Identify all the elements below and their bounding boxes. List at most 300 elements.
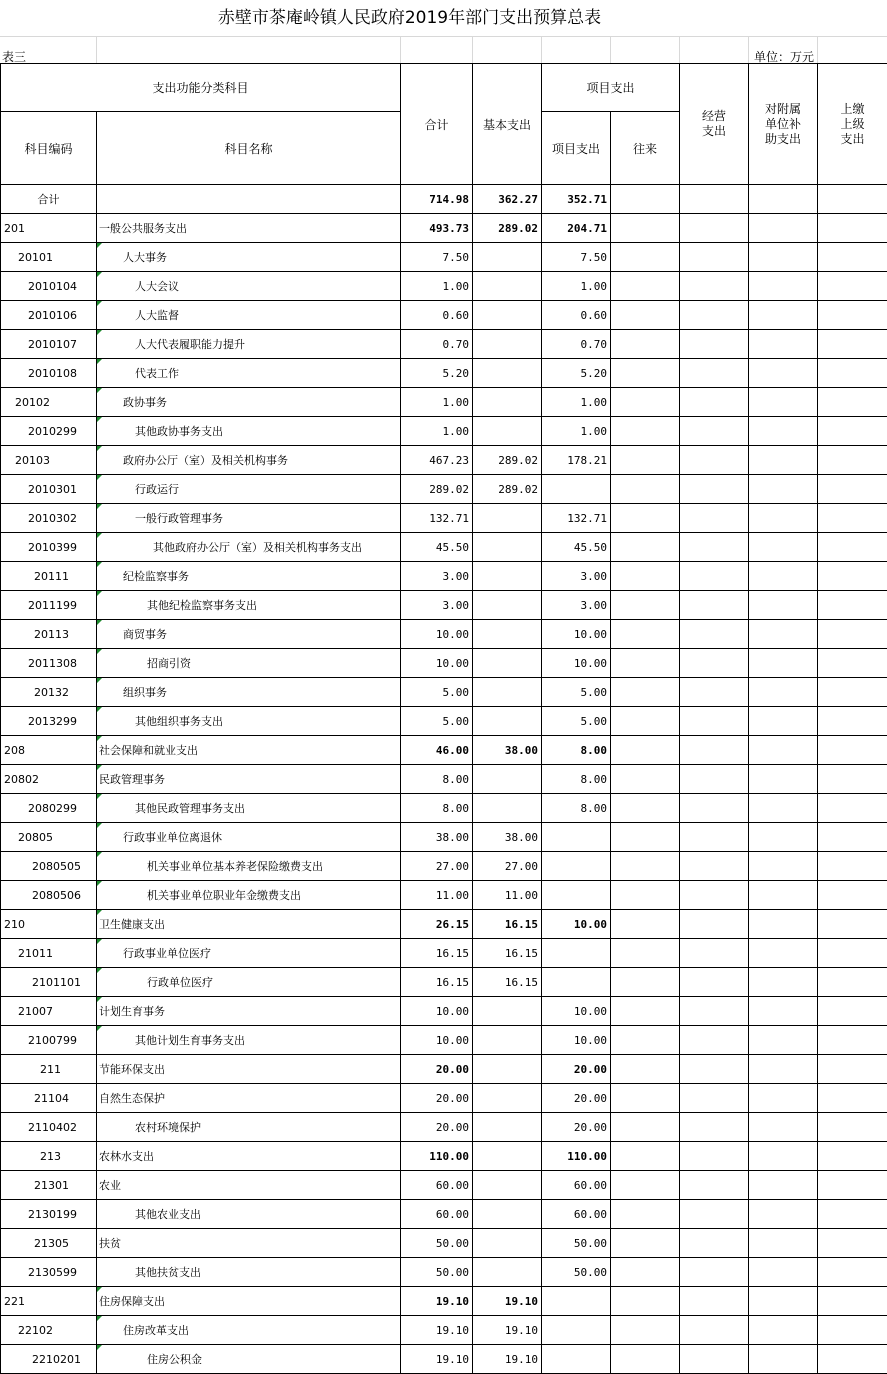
row-subsidiary	[749, 852, 818, 881]
row-upper	[818, 272, 887, 301]
row-transfer	[611, 359, 680, 388]
row-project: 45.50	[542, 533, 611, 562]
row-name: 人大事务	[97, 243, 401, 272]
row-upper	[818, 1113, 887, 1142]
row-code: 2010106	[1, 301, 97, 330]
row-transfer	[611, 243, 680, 272]
table-row	[1, 1084, 887, 1113]
row-upper	[818, 1287, 887, 1316]
row-total: 493.73	[401, 214, 473, 243]
table-label: 表三	[2, 48, 26, 65]
table-row	[1, 1055, 887, 1084]
row-subsidiary	[749, 1258, 818, 1287]
row-basic	[473, 1229, 542, 1258]
row-subsidiary	[749, 1084, 818, 1113]
table-row	[1, 504, 887, 533]
table-row	[1, 852, 887, 881]
row-upper	[818, 1316, 887, 1345]
row-code: 2080506	[1, 881, 97, 910]
row-name	[97, 185, 401, 214]
row-project	[542, 939, 611, 968]
row-upper	[818, 533, 887, 562]
row-project: 8.00	[542, 736, 611, 765]
row-business	[680, 301, 749, 330]
table-row	[1, 272, 887, 301]
row-transfer	[611, 417, 680, 446]
table-row	[1, 910, 887, 939]
row-business	[680, 330, 749, 359]
row-name: 政协事务	[97, 388, 401, 417]
row-upper	[818, 997, 887, 1026]
row-name: 卫生健康支出	[97, 910, 401, 939]
table-row	[1, 475, 887, 504]
row-project: 60.00	[542, 1171, 611, 1200]
row-basic	[473, 1113, 542, 1142]
unit-label: 单位：万元	[754, 48, 814, 65]
row-subsidiary	[749, 243, 818, 272]
row-business	[680, 1345, 749, 1374]
row-code: 2080299	[1, 794, 97, 823]
row-basic: 362.27	[473, 185, 542, 214]
row-transfer	[611, 301, 680, 330]
row-total: 10.00	[401, 997, 473, 1026]
row-transfer	[611, 1084, 680, 1113]
row-subsidiary	[749, 823, 818, 852]
row-project	[542, 968, 611, 997]
row-total: 20.00	[401, 1055, 473, 1084]
table-row	[1, 794, 887, 823]
row-upper	[818, 1026, 887, 1055]
row-name: 行政事业单位医疗	[97, 939, 401, 968]
table-row	[1, 1026, 887, 1055]
row-business	[680, 939, 749, 968]
row-name: 纪检监察事务	[97, 562, 401, 591]
row-transfer	[611, 678, 680, 707]
row-business	[680, 359, 749, 388]
row-code: 2010107	[1, 330, 97, 359]
row-code: 2010399	[1, 533, 97, 562]
row-project: 10.00	[542, 910, 611, 939]
row-total: 10.00	[401, 649, 473, 678]
row-name: 其他计划生育事务支出	[97, 1026, 401, 1055]
row-transfer	[611, 446, 680, 475]
row-project: 8.00	[542, 765, 611, 794]
row-code: 2010108	[1, 359, 97, 388]
table-row	[1, 1200, 887, 1229]
row-name: 农业	[97, 1171, 401, 1200]
row-total: 46.00	[401, 736, 473, 765]
row-code: 2210201	[1, 1345, 97, 1374]
row-code: 2100799	[1, 1026, 97, 1055]
row-project: 110.00	[542, 1142, 611, 1171]
row-total: 0.70	[401, 330, 473, 359]
row-basic: 16.15	[473, 939, 542, 968]
row-total: 19.10	[401, 1345, 473, 1374]
row-transfer	[611, 823, 680, 852]
row-basic: 11.00	[473, 881, 542, 910]
row-project: 60.00	[542, 1200, 611, 1229]
row-name: 其他政府办公厅（室）及相关机构事务支出	[97, 533, 401, 562]
row-total: 45.50	[401, 533, 473, 562]
row-subsidiary	[749, 1287, 818, 1316]
row-basic	[473, 272, 542, 301]
row-basic: 289.02	[473, 475, 542, 504]
row-name: 其他民政管理事务支出	[97, 794, 401, 823]
row-total: 50.00	[401, 1258, 473, 1287]
table-row	[1, 533, 887, 562]
row-project: 8.00	[542, 794, 611, 823]
row-total: 19.10	[401, 1316, 473, 1345]
row-name: 其他农业支出	[97, 1200, 401, 1229]
table-row	[1, 881, 887, 910]
row-subsidiary	[749, 359, 818, 388]
row-basic: 38.00	[473, 823, 542, 852]
row-business	[680, 620, 749, 649]
row-code: 211	[1, 1055, 97, 1084]
row-upper	[818, 910, 887, 939]
row-subsidiary	[749, 765, 818, 794]
table-row	[1, 388, 887, 417]
header-transfer: 往来	[611, 112, 680, 185]
row-project: 1.00	[542, 388, 611, 417]
table-row	[1, 678, 887, 707]
row-upper	[818, 185, 887, 214]
row-basic	[473, 794, 542, 823]
row-transfer	[611, 504, 680, 533]
row-basic	[473, 562, 542, 591]
table-row	[1, 330, 887, 359]
row-code: 20103	[1, 446, 97, 475]
row-name: 人大监督	[97, 301, 401, 330]
header-code: 科目编码	[1, 112, 97, 185]
row-name: 人大会议	[97, 272, 401, 301]
row-project	[542, 475, 611, 504]
row-business	[680, 997, 749, 1026]
row-total: 16.15	[401, 968, 473, 997]
row-total: 50.00	[401, 1229, 473, 1258]
row-project: 178.21	[542, 446, 611, 475]
header-upper: 上缴上级支出	[839, 102, 865, 147]
row-project: 1.00	[542, 272, 611, 301]
row-transfer	[611, 794, 680, 823]
row-upper	[818, 1142, 887, 1171]
row-total: 26.15	[401, 910, 473, 939]
row-subsidiary	[749, 1171, 818, 1200]
row-subsidiary	[749, 997, 818, 1026]
row-project: 5.00	[542, 707, 611, 736]
table-row	[1, 1316, 887, 1345]
row-transfer	[611, 214, 680, 243]
row-name: 招商引资	[97, 649, 401, 678]
row-subsidiary	[749, 475, 818, 504]
row-project: 0.60	[542, 301, 611, 330]
row-code: 20113	[1, 620, 97, 649]
row-basic	[473, 649, 542, 678]
row-project	[542, 881, 611, 910]
row-business	[680, 1142, 749, 1171]
row-upper	[818, 881, 887, 910]
row-name: 行政事业单位离退休	[97, 823, 401, 852]
row-transfer	[611, 1171, 680, 1200]
row-project	[542, 1287, 611, 1316]
row-project: 20.00	[542, 1113, 611, 1142]
row-code: 20101	[1, 243, 97, 272]
row-project: 50.00	[542, 1229, 611, 1258]
row-code: 2010302	[1, 504, 97, 533]
row-upper	[818, 1171, 887, 1200]
row-transfer	[611, 736, 680, 765]
row-basic	[473, 1084, 542, 1113]
table-row	[1, 765, 887, 794]
table-row	[1, 707, 887, 736]
row-project: 5.00	[542, 678, 611, 707]
row-total: 467.23	[401, 446, 473, 475]
row-subsidiary	[749, 910, 818, 939]
row-transfer	[611, 707, 680, 736]
row-name: 行政运行	[97, 475, 401, 504]
row-code: 2011199	[1, 591, 97, 620]
row-subsidiary	[749, 1316, 818, 1345]
row-total: 1.00	[401, 417, 473, 446]
row-business	[680, 591, 749, 620]
row-code: 2013299	[1, 707, 97, 736]
row-subsidiary	[749, 649, 818, 678]
meta-row	[0, 36, 887, 63]
row-project	[542, 1316, 611, 1345]
row-subsidiary	[749, 1026, 818, 1055]
row-business	[680, 910, 749, 939]
row-upper	[818, 1229, 887, 1258]
row-transfer	[611, 1026, 680, 1055]
row-upper	[818, 765, 887, 794]
row-name: 其他政协事务支出	[97, 417, 401, 446]
row-project	[542, 852, 611, 881]
row-subsidiary	[749, 417, 818, 446]
row-name: 其他纪检监察事务支出	[97, 591, 401, 620]
row-business	[680, 794, 749, 823]
row-project: 7.50	[542, 243, 611, 272]
row-total: 1.00	[401, 388, 473, 417]
row-basic	[473, 997, 542, 1026]
row-basic	[473, 1200, 542, 1229]
row-total: 20.00	[401, 1113, 473, 1142]
row-code: 2010299	[1, 417, 97, 446]
row-upper	[818, 968, 887, 997]
row-name: 扶贫	[97, 1229, 401, 1258]
row-name: 民政管理事务	[97, 765, 401, 794]
row-total: 60.00	[401, 1171, 473, 1200]
table-row	[1, 939, 887, 968]
row-basic: 16.15	[473, 968, 542, 997]
row-transfer	[611, 852, 680, 881]
row-business	[680, 649, 749, 678]
row-upper	[818, 1345, 887, 1374]
row-upper	[818, 823, 887, 852]
row-basic: 19.10	[473, 1287, 542, 1316]
header-subsidiary: 对附属单位补助支出	[764, 102, 802, 147]
row-subsidiary	[749, 1345, 818, 1374]
row-transfer	[611, 620, 680, 649]
row-basic	[473, 1026, 542, 1055]
row-code: 2101101	[1, 968, 97, 997]
row-total: 8.00	[401, 794, 473, 823]
row-name: 一般行政管理事务	[97, 504, 401, 533]
row-name: 住房公积金	[97, 1345, 401, 1374]
row-subsidiary	[749, 562, 818, 591]
row-total: 3.00	[401, 591, 473, 620]
row-subsidiary	[749, 330, 818, 359]
row-business	[680, 1316, 749, 1345]
row-basic	[473, 330, 542, 359]
page-title: 赤壁市茶庵岭镇人民政府2019年部门支出预算总表	[0, 0, 819, 36]
row-subsidiary	[749, 301, 818, 330]
row-project	[542, 823, 611, 852]
row-transfer	[611, 1345, 680, 1374]
row-code: 21301	[1, 1171, 97, 1200]
row-transfer	[611, 388, 680, 417]
row-name: 农林水支出	[97, 1142, 401, 1171]
row-total: 5.00	[401, 707, 473, 736]
row-name: 政府办公厅（室）及相关机构事务	[97, 446, 401, 475]
table-row	[1, 1113, 887, 1142]
header-basic: 基本支出	[473, 64, 542, 185]
row-subsidiary	[749, 1229, 818, 1258]
row-subsidiary	[749, 214, 818, 243]
row-code: 20132	[1, 678, 97, 707]
row-upper	[818, 475, 887, 504]
row-code: 21104	[1, 1084, 97, 1113]
row-subsidiary	[749, 591, 818, 620]
row-transfer	[611, 330, 680, 359]
row-project: 5.20	[542, 359, 611, 388]
row-transfer	[611, 881, 680, 910]
row-transfer	[611, 1229, 680, 1258]
row-code: 20802	[1, 765, 97, 794]
row-upper	[818, 301, 887, 330]
row-name: 机关事业单位基本养老保险缴费支出	[97, 852, 401, 881]
row-transfer	[611, 591, 680, 620]
row-business	[680, 1113, 749, 1142]
row-name: 一般公共服务支出	[97, 214, 401, 243]
row-total: 38.00	[401, 823, 473, 852]
row-business	[680, 1229, 749, 1258]
table-row	[1, 185, 887, 214]
row-subsidiary	[749, 881, 818, 910]
row-subsidiary	[749, 678, 818, 707]
row-business	[680, 1084, 749, 1113]
row-name: 农村环境保护	[97, 1113, 401, 1142]
row-basic: 27.00	[473, 852, 542, 881]
row-business	[680, 1200, 749, 1229]
row-business	[680, 417, 749, 446]
row-upper	[818, 446, 887, 475]
row-upper	[818, 243, 887, 272]
row-basic: 289.02	[473, 214, 542, 243]
row-business	[680, 968, 749, 997]
row-code: 22102	[1, 1316, 97, 1345]
row-basic	[473, 1171, 542, 1200]
row-basic	[473, 591, 542, 620]
row-basic	[473, 417, 542, 446]
row-transfer	[611, 475, 680, 504]
row-name: 社会保障和就业支出	[97, 736, 401, 765]
row-business	[680, 823, 749, 852]
row-name: 人大代表履职能力提升	[97, 330, 401, 359]
row-business	[680, 185, 749, 214]
row-code: 221	[1, 1287, 97, 1316]
row-subsidiary	[749, 794, 818, 823]
header-project: 项目支出	[542, 112, 611, 185]
table-row	[1, 1345, 887, 1374]
row-basic: 16.15	[473, 910, 542, 939]
row-subsidiary	[749, 1142, 818, 1171]
row-upper	[818, 562, 887, 591]
row-code: 201	[1, 214, 97, 243]
row-code: 合计	[1, 185, 97, 214]
row-name: 商贸事务	[97, 620, 401, 649]
row-total: 0.60	[401, 301, 473, 330]
row-total: 7.50	[401, 243, 473, 272]
row-code: 2010104	[1, 272, 97, 301]
row-project: 1.00	[542, 417, 611, 446]
row-upper	[818, 214, 887, 243]
row-project: 132.71	[542, 504, 611, 533]
row-code: 20805	[1, 823, 97, 852]
row-upper	[818, 1084, 887, 1113]
row-total: 10.00	[401, 1026, 473, 1055]
table-row	[1, 823, 887, 852]
row-business	[680, 707, 749, 736]
row-business	[680, 475, 749, 504]
row-business	[680, 1026, 749, 1055]
table-row	[1, 417, 887, 446]
table-row	[1, 968, 887, 997]
row-subsidiary	[749, 939, 818, 968]
header-name: 科目名称	[97, 112, 401, 185]
row-transfer	[611, 1142, 680, 1171]
row-business	[680, 881, 749, 910]
header-func-class: 支出功能分类科目	[1, 64, 401, 112]
row-business	[680, 765, 749, 794]
row-subsidiary	[749, 446, 818, 475]
row-code: 2010301	[1, 475, 97, 504]
row-upper	[818, 794, 887, 823]
row-subsidiary	[749, 736, 818, 765]
row-upper	[818, 852, 887, 881]
row-total: 110.00	[401, 1142, 473, 1171]
row-total: 8.00	[401, 765, 473, 794]
row-business	[680, 1287, 749, 1316]
header-project-group: 项目支出	[542, 64, 680, 112]
row-basic	[473, 1055, 542, 1084]
row-business	[680, 562, 749, 591]
row-upper	[818, 359, 887, 388]
row-basic: 19.10	[473, 1345, 542, 1374]
row-project: 10.00	[542, 620, 611, 649]
row-project: 20.00	[542, 1055, 611, 1084]
row-upper	[818, 388, 887, 417]
row-total: 20.00	[401, 1084, 473, 1113]
row-project: 50.00	[542, 1258, 611, 1287]
row-code: 20111	[1, 562, 97, 591]
row-upper	[818, 1200, 887, 1229]
table-row	[1, 1229, 887, 1258]
row-total: 3.00	[401, 562, 473, 591]
row-upper	[818, 1258, 887, 1287]
row-project: 10.00	[542, 649, 611, 678]
row-upper	[818, 678, 887, 707]
row-name: 住房保障支出	[97, 1287, 401, 1316]
